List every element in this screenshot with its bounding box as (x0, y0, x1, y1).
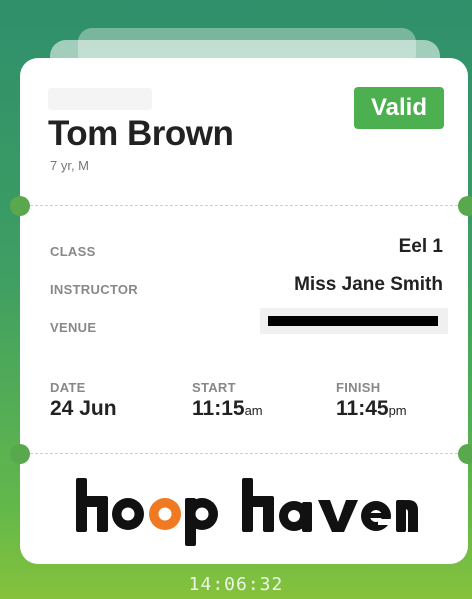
status-badge: Valid (354, 87, 444, 129)
instructor-label: INSTRUCTOR (50, 282, 138, 297)
perforation-top (30, 205, 458, 206)
finish-time-suffix: pm (388, 403, 407, 418)
notch-right-top (458, 196, 472, 216)
notch-left-top (10, 196, 30, 216)
start-time-suffix: am (244, 403, 263, 418)
logo-o-black (112, 498, 144, 530)
date-label: DATE (50, 380, 86, 395)
start-time-value: 11:15 (192, 397, 245, 420)
start-label: START (192, 380, 236, 395)
ticket-card[interactable] (20, 58, 468, 564)
notch-left-bottom (10, 444, 30, 464)
logo-basketball-icon (149, 498, 181, 530)
date-value: 24 Jun (50, 397, 117, 420)
class-value: Eel 1 (398, 236, 443, 257)
finish-label: FINISH (336, 380, 381, 395)
venue-redaction-bar (268, 316, 438, 326)
attendee-details: 7 yr, M (50, 158, 90, 173)
redacted-header (48, 88, 152, 110)
instructor-value: Miss Jane Smith (294, 274, 443, 295)
venue-label: VENUE (50, 320, 97, 335)
clock-display: 14:06:32 (188, 574, 284, 595)
start-time (192, 397, 263, 421)
hoop-haven-logo (72, 466, 422, 548)
finish-time (336, 397, 407, 421)
class-label: CLASS (50, 244, 96, 259)
notch-right-bottom (458, 444, 472, 464)
logo-graphic (72, 466, 422, 548)
finish-time-value: 11:45 (336, 397, 389, 420)
attendee-name: Tom Brown (48, 114, 234, 153)
perforation-bottom (30, 453, 458, 454)
